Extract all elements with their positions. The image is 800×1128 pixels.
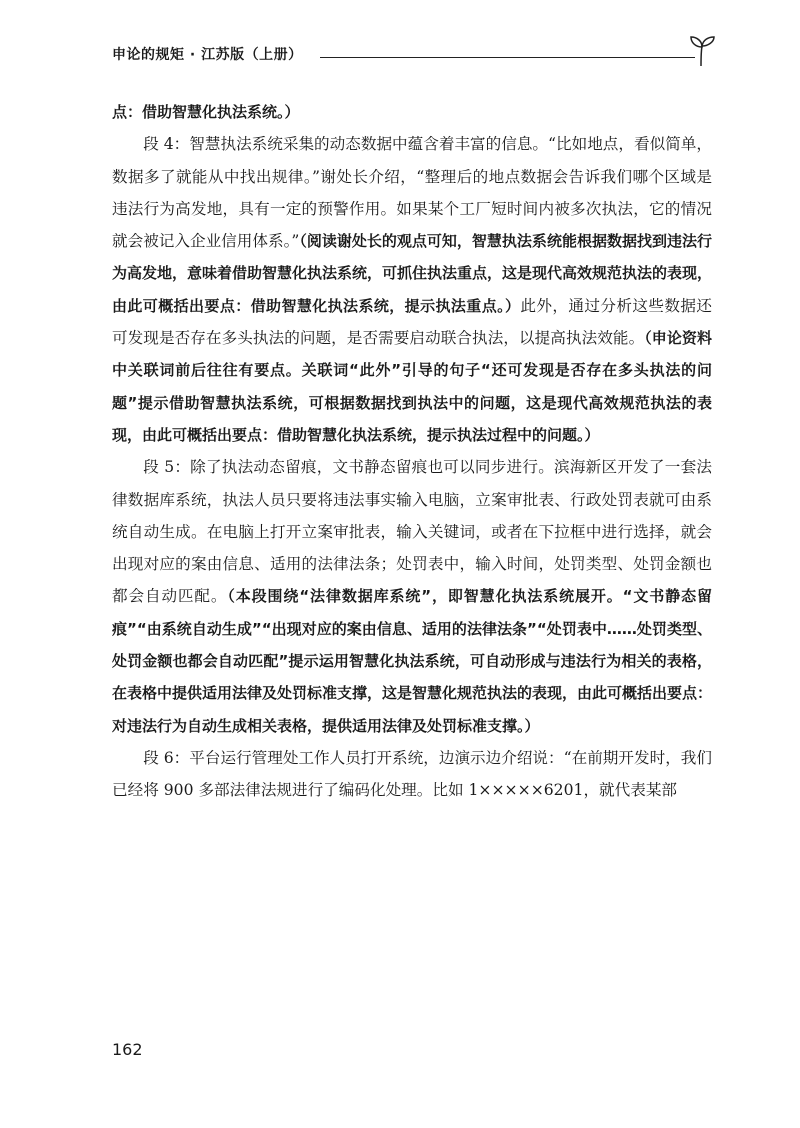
page-number: 162	[112, 1040, 143, 1059]
running-header	[112, 34, 717, 74]
paragraph	[112, 96, 712, 128]
annotation-text: 点：借助智慧化执法系统。）	[112, 103, 300, 121]
annotation-text: （申论资料中关联词前后往往有要点。关联词“此外”引导的句子“还可发现是否存在多头执法的问题”提示借助智慧执法系统，可根据数据找到执法中的问题，这是现代高效规范执法的表现，由此可概括出要点：借助智慧化执法系统，提示执法过程中的问题。）	[112, 329, 712, 444]
source-text: 此外，通过分析这些数据还可发现是否存在多头执法的问题，是否需要启动联合执法，以提高执法效能。	[112, 296, 712, 348]
source-text: 段 4：智慧执法系统采集的动态数据中蕴含着丰富的信息。“比如地点，看似简单，数据多了就能从中找出规律。”谢处长介绍，“整理后的地点数据会告诉我们哪个区域是违法行为高发地，具有一定的预警作用。如果某个工厂短时间内被多次执法，它的情况就会被记入企业信用体系。”	[112, 135, 712, 251]
annotation-text: （本段围绕“法律数据库系统”，即智慧化执法系统展开。“文书静态留痕”“由系统自动生成”“出现对应的案由信息、适用的法律法条”“处罚表中……处罚类型、处罚金额也都会自动匹配”提示运用智慧化执法系统，可自动形成与违法行为相关的表格，在表格中提供适用法律及处罚标准支撑，这是智慧化规范执法的表现，由此可概括出要点：对违法行为自动生成相关表格，提供适用法律及处罚标准支撑。）	[112, 587, 713, 735]
paragraph	[112, 742, 712, 807]
annotation-text: （阅读谢处长的观点可知，智慧执法系统能根据数据找到违法行为高发地，意味着借助智慧化执法系统，可抓住执法重点，这是现代高效规范执法的表现，由此可概括出要点：借助智慧化执法系统，提示执法重点。）	[112, 232, 713, 315]
source-text: 段 5：除了执法动态留痕，文书静态留痕也可以同步进行。滨海新区开发了一套法律数据库系统，执法人员只要将违法事实输入电脑，立案审批表、行政处罚表就可由系统自动生成。在电脑上打开立案审批表，输入关键词，或者在下拉框中进行选择，就会出现对应的案由信息、适用的法律法条；处罚表中，输入时间，处罚类型、处罚金额也都会自动匹配。	[112, 458, 712, 606]
book-title: 申论的规矩 · 江苏版（上册）	[112, 47, 303, 63]
main-text	[112, 96, 712, 807]
header-rule	[320, 57, 695, 58]
sprout-icon	[687, 34, 717, 68]
paragraph	[112, 128, 712, 451]
source-text: 段 6：平台运行管理处工作人员打开系统，边演示边介绍说：“在前期开发时，我们已经将 900 多部法律法规进行了编码化处理。比如 1×××××6201，就代表某部	[112, 748, 712, 800]
paragraph	[112, 451, 712, 742]
